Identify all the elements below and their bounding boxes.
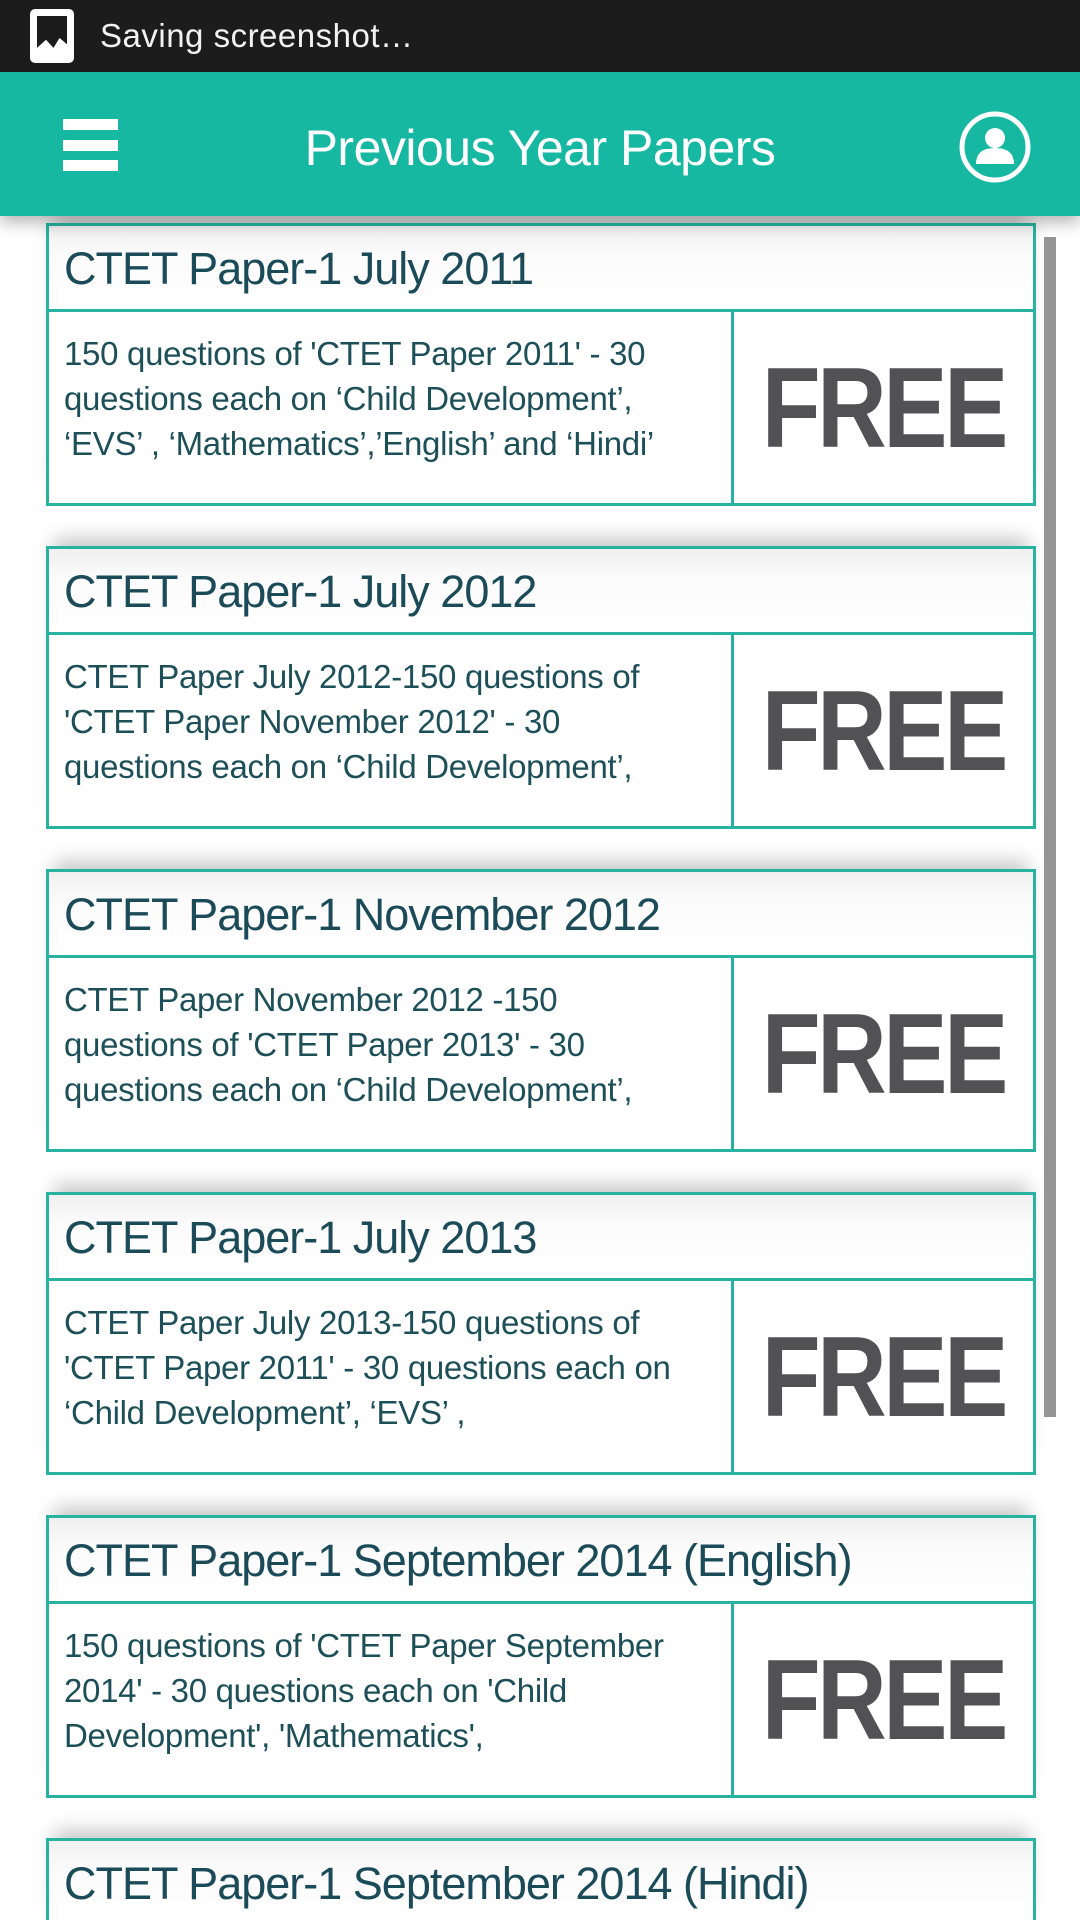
screenshot-image-icon [30,9,74,63]
paper-description: CTET Paper July 2012-150 questions of 'CTET Paper November 2012' - 30 questions each on ‘Child Development’, [64,658,640,785]
paper-description: 150 questions of 'CTET Paper 2011' - 30 questions each on ‘Child Development’, ‘EVS’ , ‘Mathematics’,’English’ and ‘Hindi’ [64,335,654,462]
free-badge: FREE [761,1312,1006,1440]
account-circle-icon[interactable] [956,108,1034,186]
paper-description: 150 questions of 'CTET Paper September 2014' - 30 questions each on 'Child Development', 'Mathematics', [64,1627,664,1754]
paper-card[interactable] [46,869,1036,1152]
paper-card[interactable] [46,1192,1036,1475]
scrollbar[interactable] [1044,237,1056,1417]
free-badge-cell [731,635,1033,826]
paper-card[interactable] [46,1838,1036,1920]
free-badge: FREE [761,989,1006,1117]
status-message: Saving screenshot… [100,17,414,54]
paper-title: CTET Paper-1 July 2012 [49,549,1033,635]
app-header [0,72,1080,216]
free-badge-cell [731,958,1033,1149]
free-badge: FREE [761,1635,1006,1763]
status-bar [0,0,1080,72]
paper-card[interactable] [46,1515,1036,1798]
page-title: Previous Year Papers [304,120,776,176]
paper-title: CTET Paper-1 July 2013 [49,1195,1033,1281]
papers-list [0,223,1080,1920]
paper-title: CTET Paper-1 September 2014 (English) [49,1518,1033,1604]
paper-title: CTET Paper-1 September 2014 (Hindi) [49,1841,1033,1920]
free-badge-cell [731,1604,1033,1795]
paper-title: CTET Paper-1 November 2012 [49,872,1033,958]
paper-card[interactable] [46,546,1036,829]
paper-title: CTET Paper-1 July 2011 [49,226,1033,312]
paper-description: CTET Paper July 2013-150 questions of 'CTET Paper 2011' - 30 questions each on ‘Child Development’, ‘EVS’ , [64,1304,671,1431]
paper-description: CTET Paper November 2012 -150 questions of 'CTET Paper 2013' - 30 questions each on ‘Child Development’, [64,981,633,1108]
free-badge: FREE [761,343,1006,471]
free-badge-cell [731,312,1033,503]
paper-card[interactable] [46,223,1036,506]
free-badge: FREE [761,666,1006,794]
free-badge-cell [731,1281,1033,1472]
